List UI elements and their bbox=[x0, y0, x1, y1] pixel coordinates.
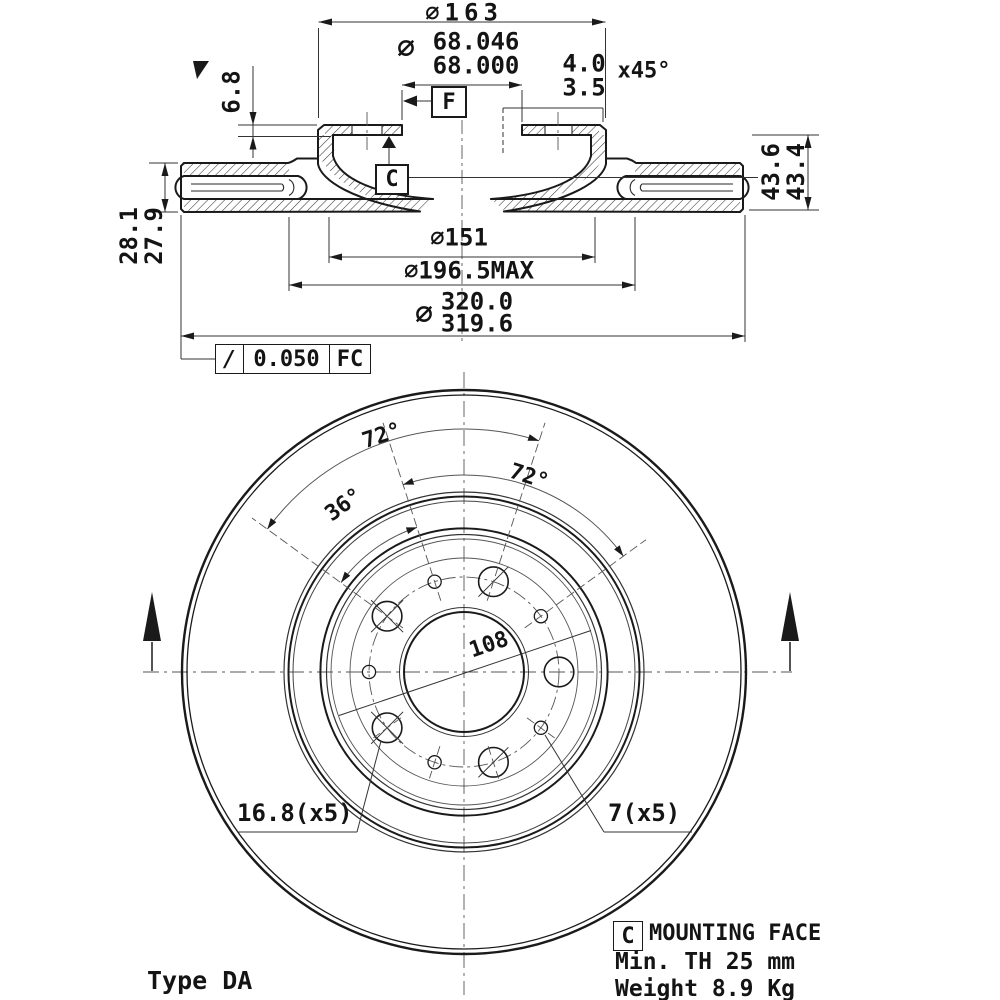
note-weight: Weight 8.9 Kg bbox=[615, 976, 796, 1000]
dim-disc-thickness-upper: 28.1 bbox=[114, 207, 143, 265]
datum-c-label: C bbox=[385, 167, 399, 192]
dim-hub-step: ∅151 bbox=[430, 223, 488, 252]
runout-datums: FC bbox=[330, 344, 371, 374]
angle-label-right-72: 72° bbox=[506, 458, 552, 495]
note-datum-c-label: C bbox=[621, 923, 635, 949]
dim-pcd-108: 108 bbox=[466, 626, 512, 664]
dim-bore-upper: 68.046 bbox=[432, 27, 520, 56]
dim-overall-height bbox=[756, 143, 810, 201]
runout-symbol: / bbox=[215, 344, 244, 374]
dim-hat-od: ∅163 bbox=[425, 0, 503, 27]
dim-disc-thickness bbox=[114, 207, 168, 265]
dim-chamfer-lower: 3.5 bbox=[562, 73, 606, 102]
datum-f-box bbox=[431, 86, 467, 118]
dim-inner-band-max: ∅196.5MAX bbox=[403, 256, 535, 285]
dim-overall-height-lower: 43.4 bbox=[782, 143, 810, 201]
dim-chamfer-upper: 4.0 bbox=[562, 49, 606, 78]
datum-c-box bbox=[375, 164, 409, 195]
note-min-thickness: Min. TH 25 mm bbox=[615, 949, 796, 975]
runout-feature-control-frame bbox=[215, 344, 371, 374]
runout-tolerance: 0.050 bbox=[244, 344, 330, 374]
angle-label-36: 36° bbox=[320, 483, 368, 527]
bolt-hole-label: 16.8(x5) bbox=[237, 799, 353, 827]
dia-symbol-bore: ∅ bbox=[396, 30, 416, 66]
small-hole-label: 7(x5) bbox=[608, 799, 681, 827]
note-type: Type DA bbox=[147, 966, 253, 995]
angle-label-outer-72: 72° bbox=[359, 417, 405, 454]
dia-symbol-od: ∅ bbox=[414, 296, 434, 332]
dim-chamfer-angle: x45° bbox=[617, 58, 671, 84]
note-datum-c-box bbox=[613, 921, 643, 951]
datum-f-label: F bbox=[442, 89, 456, 115]
dim-bore-lower: 68.000 bbox=[432, 51, 520, 80]
dim-od-upper: 320.0 bbox=[440, 287, 514, 316]
note-mounting-face: MOUNTING FACE bbox=[649, 921, 822, 946]
dim-overall-height-upper: 43.6 bbox=[756, 143, 785, 201]
dim-disc-thickness-lower: 27.9 bbox=[140, 207, 168, 265]
dim-hat-thickness: 6.8 bbox=[217, 70, 246, 114]
dim-od-lower: 319.6 bbox=[440, 309, 514, 338]
front-view bbox=[143, 372, 799, 995]
